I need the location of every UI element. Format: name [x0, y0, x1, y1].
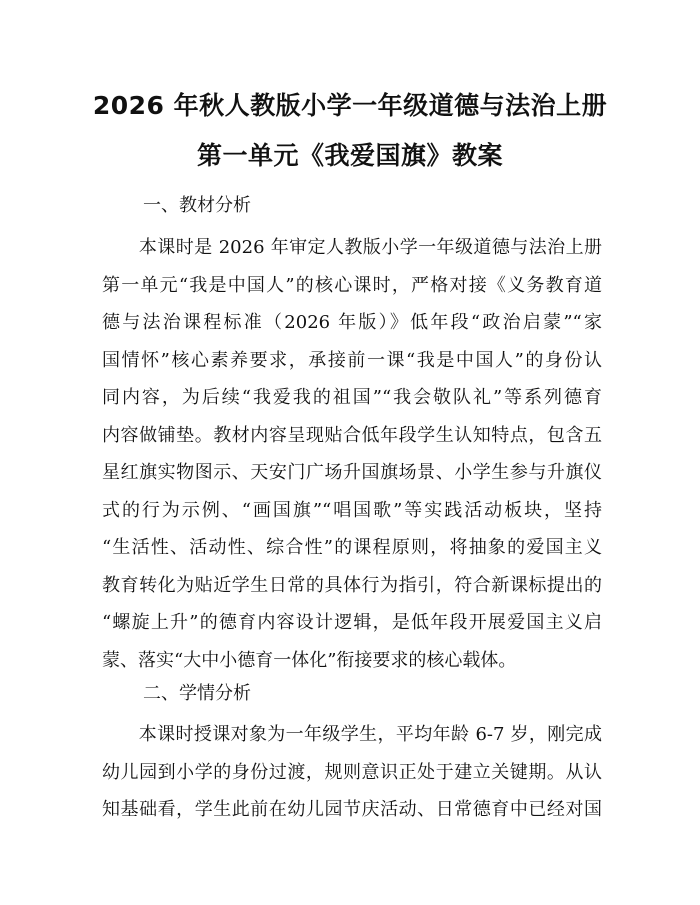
paragraph-line: 第一单元“我是中国人”的核心课时，严格对接《义务教育道: [102, 274, 602, 296]
paragraph-line: 本课时授课对象为一年级学生，平均年龄 6-7 岁，刚完成: [102, 724, 602, 745]
paragraph-line: 德与法治课程标准（2026 年版）》低年段“政治启蒙”“家: [102, 312, 602, 333]
paragraph-line: “螺旋上升”的德育内容设计逻辑，是低年段开展爱国主义启: [102, 612, 602, 633]
section-heading-textbook-analysis: 一、教材分析: [143, 195, 251, 216]
paragraph-line: 本课时是 2026 年审定人教版小学一年级道德与法治上册: [102, 237, 602, 258]
document-title-line-2: 第一单元《我爱国旗》教案: [196, 141, 503, 170]
paragraph-line: “生活性、活动性、综合性”的课程原则，将抽象的爱国主义: [102, 537, 602, 558]
section-heading-student-analysis: 二、学情分析: [143, 683, 251, 704]
paragraph-student-analysis: [102, 716, 602, 829]
paragraph-line: 教育转化为贴近学生日常的具体行为指引，符合新课标提出的: [102, 574, 602, 596]
paragraph-line: 星红旗实物图示、天安门广场升国旗场景、小学生参与升旗仪: [102, 462, 602, 483]
paragraph-line: 幼儿园到小学的身份过渡，规则意识正处于建立关键期。从认: [102, 761, 602, 783]
paragraph-line: 式的行为示例、“画国旗”“唱国歌”等实践活动板块，坚持: [102, 499, 602, 521]
paragraph-line: 知基础看，学生此前在幼儿园节庆活动、日常德育中已经对国: [102, 799, 602, 820]
paragraph-line: 蒙、落实“大中小德育一体化”衔接要求的核心载体。: [102, 649, 517, 671]
paragraph-line: 同内容，为后续“我爱我的祖国”“我会敬队礼”等系列德育: [102, 387, 602, 408]
paragraph-line: 内容做铺垫。教材内容呈现贴合低年段学生认知特点，包含五: [102, 424, 602, 446]
document-title-line-1: 2026 年秋人教版小学一年级道德与法治上册: [92, 91, 608, 120]
paragraph-textbook-analysis: [102, 229, 602, 679]
paragraph-line: 国情怀”核心素养要求，承接前一课“我是中国人”的身份认: [102, 349, 602, 371]
